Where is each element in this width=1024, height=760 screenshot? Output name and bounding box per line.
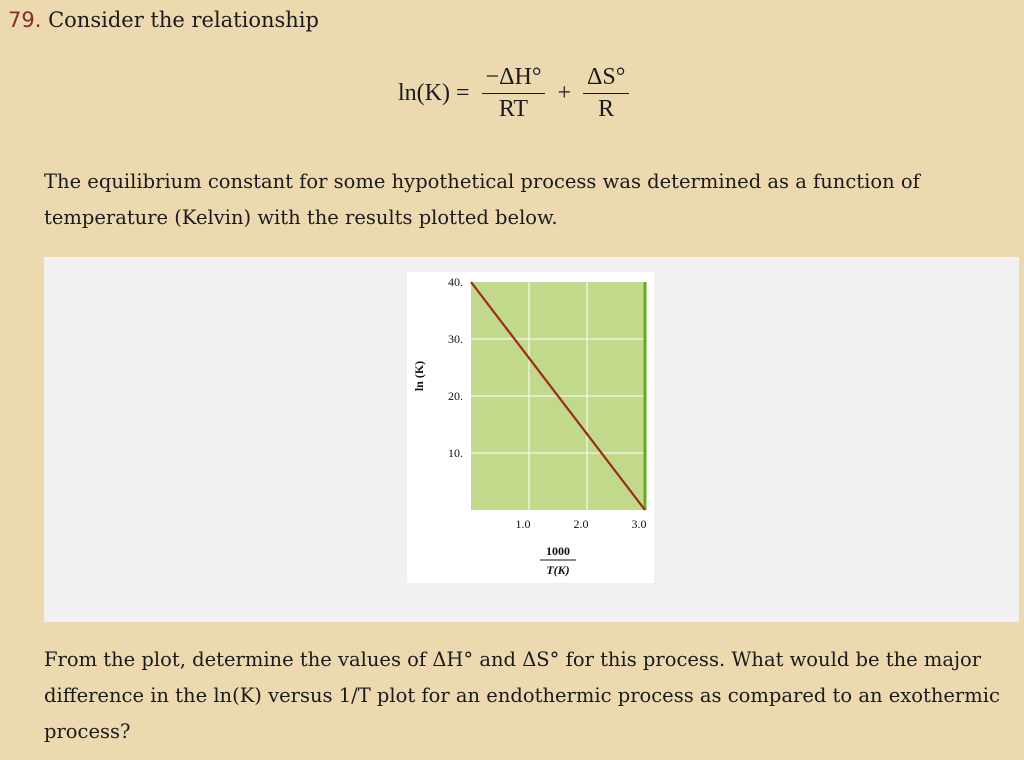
chart-card: [407, 272, 654, 583]
question-number: 79.: [8, 8, 42, 32]
fraction-enthalpy-denominator: RT: [498, 95, 529, 122]
equation-plus: +: [557, 79, 571, 106]
intro-paragraph: The equilibrium constant for some hypothetical process was determined as a function of temperature (Kelvin) with the results plotted below.: [44, 170, 920, 229]
equation-equals: =: [455, 79, 470, 106]
fraction-enthalpy: [482, 64, 546, 123]
y-tick-label: 20.: [448, 389, 463, 403]
fraction-entropy-numerator: ΔS°: [583, 64, 629, 94]
equation-lhs: ln(K): [398, 79, 450, 106]
lnk-vs-inverse-t-chart: [407, 272, 654, 583]
question-heading-text: Consider the relationship: [48, 8, 319, 32]
y-tick-label: 10.: [448, 446, 463, 460]
prompt-paragraph: From the plot, determine the values of ΔH° and ΔS° for this process. What would be the major difference in the ln(K) versus 1/T plot for an endothermic process as compared to an exothermic process?: [44, 648, 1000, 743]
x-axis-label-denominator: T(K): [546, 563, 570, 577]
y-tick-label: 40.: [448, 275, 463, 289]
fraction-enthalpy-numerator: −ΔH°: [482, 64, 546, 94]
y-tick-label: 30.: [448, 332, 463, 346]
x-tick-label: 2.0: [573, 517, 589, 531]
fraction-entropy-denominator: R: [598, 95, 615, 122]
y-axis-label: ln (K): [412, 360, 426, 392]
x-axis-label-numerator: 1000: [546, 544, 570, 558]
question-heading: [8, 8, 319, 32]
equation: [398, 62, 635, 124]
x-tick-label: 3.0: [631, 517, 647, 531]
fraction-entropy: [583, 64, 629, 123]
x-tick-label: 1.0: [515, 517, 531, 531]
